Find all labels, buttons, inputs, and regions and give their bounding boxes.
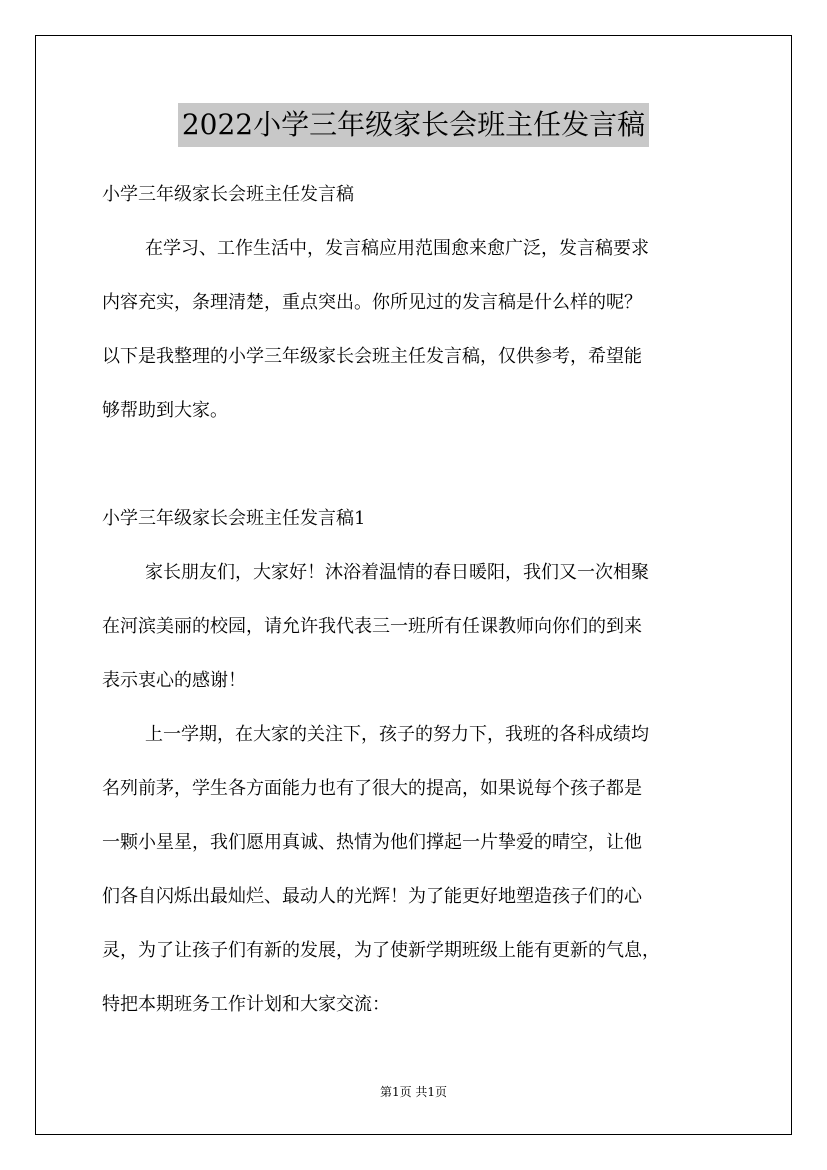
subtitle: 小学三年级家长会班主任发言稿 xyxy=(102,184,354,205)
intro-line: 够帮助到大家。 xyxy=(102,400,228,421)
paragraph-line: 灵，为了让孩子们有新的发展，为了使新学期班级上能有更新的气息， xyxy=(102,940,660,961)
paragraph-line: 上一学期，在大家的关注下，孩子的努力下，我班的各科成绩均 xyxy=(145,724,649,745)
intro-line: 内容充实，条理清楚，重点突出。你所见过的发言稿是什么样的呢？ xyxy=(102,292,642,313)
paragraph-line: 表示衷心的感谢！ xyxy=(102,670,246,691)
section-heading: 小学三年级家长会班主任发言稿1 xyxy=(102,508,366,529)
page-footer: 第1页 共1页 xyxy=(379,1085,448,1099)
document-title: 2022小学三年级家长会班主任发言稿 xyxy=(178,103,649,147)
paragraph-line: 家长朋友们，大家好！沐浴着温情的春日暖阳，我们又一次相聚 xyxy=(145,562,649,583)
intro-line: 在学习、工作生活中，发言稿应用范围愈来愈广泛，发言稿要求 xyxy=(145,238,649,259)
paragraph-line: 名列前茅，学生各方面能力也有了很大的提高，如果说每个孩子都是 xyxy=(102,778,642,799)
paragraph-line: 一颗小星星，我们愿用真诚、热情为他们撑起一片挚爱的晴空，让他 xyxy=(102,832,642,853)
title-container xyxy=(0,103,827,147)
intro-line: 以下是我整理的小学三年级家长会班主任发言稿，仅供参考，希望能 xyxy=(102,346,642,367)
paragraph-line: 在河滨美丽的校园，请允许我代表三一班所有任课教师向你们的到来 xyxy=(102,616,642,637)
paragraph-line: 特把本期班务工作计划和大家交流： xyxy=(102,994,390,1015)
paragraph-line: 们各自闪烁出最灿烂、最动人的光辉！为了能更好地塑造孩子们的心 xyxy=(102,886,642,907)
